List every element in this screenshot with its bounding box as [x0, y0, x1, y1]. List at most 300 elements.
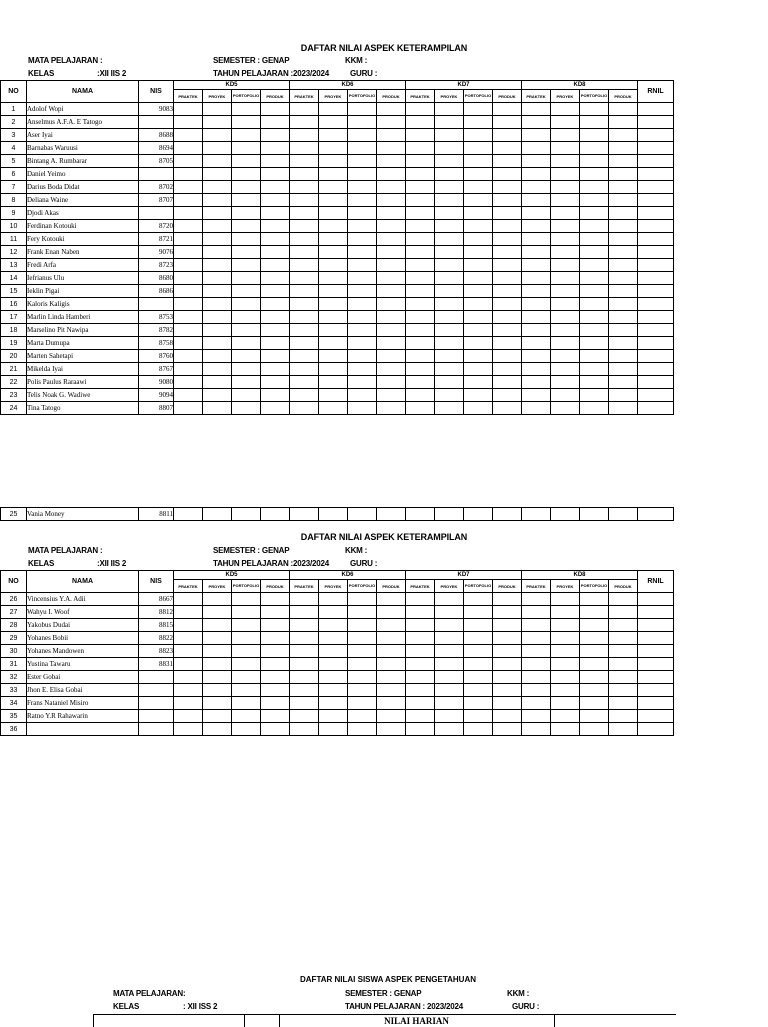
cell-score[interactable]: [493, 376, 522, 389]
cell-score[interactable]: [638, 363, 674, 376]
cell-score[interactable]: [609, 311, 638, 324]
cell-score[interactable]: [435, 710, 464, 723]
cell-score[interactable]: [580, 168, 609, 181]
cell-score[interactable]: [638, 593, 674, 606]
cell-score[interactable]: [377, 350, 406, 363]
cell-score[interactable]: [435, 194, 464, 207]
cell-score[interactable]: [319, 658, 348, 671]
cell-score[interactable]: [609, 658, 638, 671]
cell-score[interactable]: [377, 337, 406, 350]
cell-score[interactable]: [609, 697, 638, 710]
cell-score[interactable]: [464, 710, 493, 723]
cell-score[interactable]: [406, 207, 435, 220]
cell-score[interactable]: [522, 619, 551, 632]
cell-score[interactable]: [261, 632, 290, 645]
cell-score[interactable]: [522, 142, 551, 155]
cell-score[interactable]: [464, 606, 493, 619]
cell-score[interactable]: [203, 194, 232, 207]
cell-score[interactable]: [174, 142, 203, 155]
cell-score[interactable]: [522, 337, 551, 350]
cell-score[interactable]: [435, 697, 464, 710]
cell-score[interactable]: [203, 220, 232, 233]
cell-score[interactable]: [551, 402, 580, 415]
cell-score[interactable]: [319, 103, 348, 116]
cell-score[interactable]: [232, 155, 261, 168]
cell-score[interactable]: [435, 246, 464, 259]
cell-score[interactable]: [232, 645, 261, 658]
cell-score[interactable]: [464, 697, 493, 710]
cell-score[interactable]: [522, 658, 551, 671]
cell-score[interactable]: [522, 606, 551, 619]
cell-score[interactable]: [232, 658, 261, 671]
cell-score[interactable]: [203, 103, 232, 116]
cell-score[interactable]: [493, 220, 522, 233]
cell-score[interactable]: [522, 593, 551, 606]
cell-score[interactable]: [261, 246, 290, 259]
cell-score[interactable]: [319, 508, 348, 521]
cell-score[interactable]: [203, 246, 232, 259]
cell-score[interactable]: [377, 402, 406, 415]
cell-score[interactable]: [464, 272, 493, 285]
cell-score[interactable]: [290, 658, 319, 671]
cell-score[interactable]: [319, 311, 348, 324]
cell-score[interactable]: [580, 220, 609, 233]
cell-score[interactable]: [348, 103, 377, 116]
cell-score[interactable]: [464, 684, 493, 697]
cell-score[interactable]: [261, 363, 290, 376]
cell-score[interactable]: [435, 632, 464, 645]
cell-score[interactable]: [406, 632, 435, 645]
cell-score[interactable]: [638, 723, 674, 736]
cell-score[interactable]: [435, 363, 464, 376]
cell-score[interactable]: [638, 389, 674, 402]
cell-score[interactable]: [580, 684, 609, 697]
cell-score[interactable]: [203, 272, 232, 285]
cell-score[interactable]: [232, 259, 261, 272]
cell-score[interactable]: [493, 259, 522, 272]
cell-score[interactable]: [580, 129, 609, 142]
cell-score[interactable]: [493, 337, 522, 350]
cell-score[interactable]: [261, 142, 290, 155]
cell-score[interactable]: [638, 181, 674, 194]
cell-score[interactable]: [493, 207, 522, 220]
cell-score[interactable]: [435, 645, 464, 658]
cell-score[interactable]: [522, 246, 551, 259]
cell-score[interactable]: [377, 285, 406, 298]
cell-score[interactable]: [551, 376, 580, 389]
cell-score[interactable]: [232, 324, 261, 337]
cell-score[interactable]: [551, 285, 580, 298]
cell-score[interactable]: [551, 246, 580, 259]
cell-score[interactable]: [203, 658, 232, 671]
cell-score[interactable]: [609, 671, 638, 684]
cell-score[interactable]: [464, 285, 493, 298]
cell-score[interactable]: [580, 207, 609, 220]
cell-score[interactable]: [261, 311, 290, 324]
cell-score[interactable]: [493, 632, 522, 645]
cell-score[interactable]: [609, 337, 638, 350]
cell-score[interactable]: [406, 350, 435, 363]
cell-score[interactable]: [174, 155, 203, 168]
cell-score[interactable]: [203, 155, 232, 168]
cell-score[interactable]: [406, 376, 435, 389]
cell-score[interactable]: [406, 324, 435, 337]
cell-score[interactable]: [406, 168, 435, 181]
cell-score[interactable]: [522, 350, 551, 363]
cell-score[interactable]: [203, 116, 232, 129]
cell-score[interactable]: [348, 606, 377, 619]
cell-score[interactable]: [580, 246, 609, 259]
cell-score[interactable]: [551, 298, 580, 311]
cell-score[interactable]: [609, 259, 638, 272]
cell-score[interactable]: [319, 220, 348, 233]
cell-score[interactable]: [522, 272, 551, 285]
cell-score[interactable]: [203, 684, 232, 697]
cell-score[interactable]: [464, 311, 493, 324]
cell-score[interactable]: [464, 194, 493, 207]
cell-score[interactable]: [580, 593, 609, 606]
cell-score[interactable]: [464, 103, 493, 116]
cell-score[interactable]: [435, 671, 464, 684]
cell-score[interactable]: [377, 606, 406, 619]
cell-score[interactable]: [638, 645, 674, 658]
cell-score[interactable]: [551, 632, 580, 645]
cell-score[interactable]: [377, 194, 406, 207]
cell-score[interactable]: [464, 402, 493, 415]
cell-score[interactable]: [638, 168, 674, 181]
cell-score[interactable]: [290, 619, 319, 632]
cell-score[interactable]: [406, 337, 435, 350]
cell-score[interactable]: [493, 103, 522, 116]
cell-score[interactable]: [580, 116, 609, 129]
cell-score[interactable]: [232, 285, 261, 298]
cell-score[interactable]: [290, 402, 319, 415]
cell-score[interactable]: [319, 207, 348, 220]
cell-score[interactable]: [174, 181, 203, 194]
cell-score[interactable]: [290, 194, 319, 207]
cell-score[interactable]: [638, 155, 674, 168]
cell-score[interactable]: [348, 619, 377, 632]
cell-score[interactable]: [290, 710, 319, 723]
cell-score[interactable]: [348, 194, 377, 207]
cell-score[interactable]: [377, 155, 406, 168]
cell-score[interactable]: [348, 593, 377, 606]
cell-score[interactable]: [638, 402, 674, 415]
cell-score[interactable]: [261, 389, 290, 402]
cell-score[interactable]: [348, 285, 377, 298]
cell-score[interactable]: [638, 103, 674, 116]
cell-score[interactable]: [551, 220, 580, 233]
cell-score[interactable]: [609, 593, 638, 606]
cell-score[interactable]: [609, 645, 638, 658]
cell-score[interactable]: [464, 508, 493, 521]
cell-score[interactable]: [261, 723, 290, 736]
cell-score[interactable]: [551, 142, 580, 155]
cell-score[interactable]: [377, 220, 406, 233]
cell-score[interactable]: [203, 710, 232, 723]
cell-score[interactable]: [319, 402, 348, 415]
cell-score[interactable]: [435, 259, 464, 272]
cell-score[interactable]: [493, 710, 522, 723]
cell-score[interactable]: [406, 129, 435, 142]
cell-score[interactable]: [522, 103, 551, 116]
cell-score[interactable]: [551, 259, 580, 272]
cell-score[interactable]: [580, 142, 609, 155]
cell-score[interactable]: [609, 376, 638, 389]
cell-score[interactable]: [174, 645, 203, 658]
cell-score[interactable]: [290, 645, 319, 658]
cell-score[interactable]: [406, 233, 435, 246]
cell-score[interactable]: [319, 710, 348, 723]
cell-score[interactable]: [609, 619, 638, 632]
cell-score[interactable]: [203, 298, 232, 311]
cell-score[interactable]: [609, 298, 638, 311]
cell-score[interactable]: [406, 684, 435, 697]
cell-score[interactable]: [609, 723, 638, 736]
cell-score[interactable]: [348, 402, 377, 415]
cell-score[interactable]: [232, 632, 261, 645]
cell-score[interactable]: [551, 207, 580, 220]
cell-score[interactable]: [174, 671, 203, 684]
cell-score[interactable]: [319, 645, 348, 658]
cell-score[interactable]: [435, 298, 464, 311]
cell-score[interactable]: [203, 723, 232, 736]
cell-score[interactable]: [522, 723, 551, 736]
cell-score[interactable]: [203, 376, 232, 389]
cell-score[interactable]: [261, 645, 290, 658]
cell-score[interactable]: [319, 233, 348, 246]
cell-score[interactable]: [203, 508, 232, 521]
cell-score[interactable]: [435, 168, 464, 181]
cell-score[interactable]: [348, 337, 377, 350]
cell-score[interactable]: [522, 324, 551, 337]
cell-score[interactable]: [319, 363, 348, 376]
cell-score[interactable]: [348, 671, 377, 684]
cell-score[interactable]: [174, 168, 203, 181]
cell-score[interactable]: [232, 684, 261, 697]
cell-score[interactable]: [493, 350, 522, 363]
cell-score[interactable]: [493, 645, 522, 658]
cell-score[interactable]: [232, 116, 261, 129]
cell-score[interactable]: [551, 181, 580, 194]
cell-score[interactable]: [319, 324, 348, 337]
cell-score[interactable]: [638, 508, 674, 521]
cell-score[interactable]: [609, 181, 638, 194]
cell-score[interactable]: [174, 220, 203, 233]
cell-score[interactable]: [377, 272, 406, 285]
cell-score[interactable]: [638, 311, 674, 324]
cell-score[interactable]: [203, 337, 232, 350]
cell-score[interactable]: [377, 389, 406, 402]
cell-score[interactable]: [464, 389, 493, 402]
cell-score[interactable]: [609, 220, 638, 233]
cell-score[interactable]: [522, 697, 551, 710]
cell-score[interactable]: [348, 181, 377, 194]
cell-score[interactable]: [638, 259, 674, 272]
cell-score[interactable]: [580, 658, 609, 671]
cell-score[interactable]: [261, 233, 290, 246]
cell-score[interactable]: [580, 324, 609, 337]
cell-score[interactable]: [580, 376, 609, 389]
cell-score[interactable]: [580, 710, 609, 723]
cell-score[interactable]: [551, 337, 580, 350]
cell-score[interactable]: [232, 207, 261, 220]
cell-score[interactable]: [580, 103, 609, 116]
cell-score[interactable]: [232, 194, 261, 207]
cell-score[interactable]: [174, 285, 203, 298]
cell-score[interactable]: [435, 606, 464, 619]
cell-score[interactable]: [377, 619, 406, 632]
cell-score[interactable]: [203, 324, 232, 337]
cell-score[interactable]: [261, 207, 290, 220]
cell-score[interactable]: [174, 350, 203, 363]
cell-score[interactable]: [174, 593, 203, 606]
cell-score[interactable]: [406, 697, 435, 710]
cell-score[interactable]: [319, 298, 348, 311]
cell-score[interactable]: [522, 207, 551, 220]
cell-score[interactable]: [377, 311, 406, 324]
cell-score[interactable]: [464, 376, 493, 389]
cell-score[interactable]: [377, 508, 406, 521]
cell-score[interactable]: [348, 142, 377, 155]
cell-score[interactable]: [493, 181, 522, 194]
cell-score[interactable]: [290, 389, 319, 402]
cell-score[interactable]: [609, 285, 638, 298]
cell-score[interactable]: [435, 376, 464, 389]
cell-score[interactable]: [406, 116, 435, 129]
cell-score[interactable]: [406, 363, 435, 376]
cell-score[interactable]: [580, 363, 609, 376]
cell-score[interactable]: [261, 619, 290, 632]
cell-score[interactable]: [261, 324, 290, 337]
cell-score[interactable]: [348, 272, 377, 285]
cell-score[interactable]: [377, 129, 406, 142]
cell-score[interactable]: [493, 233, 522, 246]
cell-score[interactable]: [551, 155, 580, 168]
cell-score[interactable]: [348, 389, 377, 402]
cell-score[interactable]: [348, 246, 377, 259]
cell-score[interactable]: [261, 298, 290, 311]
cell-score[interactable]: [493, 155, 522, 168]
cell-score[interactable]: [551, 710, 580, 723]
cell-score[interactable]: [580, 723, 609, 736]
cell-score[interactable]: [377, 671, 406, 684]
cell-score[interactable]: [290, 168, 319, 181]
cell-score[interactable]: [493, 168, 522, 181]
cell-score[interactable]: [319, 155, 348, 168]
cell-score[interactable]: [609, 363, 638, 376]
cell-score[interactable]: [493, 272, 522, 285]
cell-score[interactable]: [174, 337, 203, 350]
cell-score[interactable]: [493, 324, 522, 337]
cell-score[interactable]: [290, 129, 319, 142]
cell-score[interactable]: [203, 593, 232, 606]
cell-score[interactable]: [174, 246, 203, 259]
cell-score[interactable]: [261, 350, 290, 363]
cell-score[interactable]: [348, 259, 377, 272]
cell-score[interactable]: [522, 311, 551, 324]
cell-score[interactable]: [609, 632, 638, 645]
cell-score[interactable]: [232, 168, 261, 181]
cell-score[interactable]: [232, 129, 261, 142]
cell-score[interactable]: [638, 606, 674, 619]
cell-score[interactable]: [203, 645, 232, 658]
cell-score[interactable]: [406, 285, 435, 298]
cell-score[interactable]: [580, 181, 609, 194]
cell-score[interactable]: [580, 233, 609, 246]
cell-score[interactable]: [493, 116, 522, 129]
cell-score[interactable]: [406, 298, 435, 311]
cell-score[interactable]: [522, 116, 551, 129]
cell-score[interactable]: [290, 363, 319, 376]
cell-score[interactable]: [232, 233, 261, 246]
cell-score[interactable]: [232, 508, 261, 521]
cell-score[interactable]: [174, 697, 203, 710]
cell-score[interactable]: [464, 632, 493, 645]
cell-score[interactable]: [609, 129, 638, 142]
cell-score[interactable]: [406, 246, 435, 259]
cell-score[interactable]: [638, 246, 674, 259]
cell-score[interactable]: [174, 324, 203, 337]
cell-score[interactable]: [348, 116, 377, 129]
cell-score[interactable]: [319, 376, 348, 389]
cell-score[interactable]: [174, 710, 203, 723]
cell-score[interactable]: [377, 298, 406, 311]
cell-score[interactable]: [493, 658, 522, 671]
cell-score[interactable]: [232, 350, 261, 363]
cell-score[interactable]: [377, 324, 406, 337]
cell-score[interactable]: [522, 632, 551, 645]
cell-score[interactable]: [522, 376, 551, 389]
cell-score[interactable]: [203, 311, 232, 324]
cell-score[interactable]: [435, 220, 464, 233]
cell-score[interactable]: [638, 129, 674, 142]
cell-score[interactable]: [609, 606, 638, 619]
cell-score[interactable]: [551, 116, 580, 129]
cell-score[interactable]: [435, 324, 464, 337]
cell-score[interactable]: [232, 142, 261, 155]
cell-score[interactable]: [290, 671, 319, 684]
cell-score[interactable]: [348, 207, 377, 220]
cell-score[interactable]: [261, 658, 290, 671]
cell-score[interactable]: [464, 142, 493, 155]
cell-score[interactable]: [609, 324, 638, 337]
cell-score[interactable]: [348, 324, 377, 337]
cell-score[interactable]: [638, 233, 674, 246]
cell-score[interactable]: [609, 272, 638, 285]
cell-score[interactable]: [435, 337, 464, 350]
cell-score[interactable]: [377, 723, 406, 736]
cell-score[interactable]: [638, 298, 674, 311]
cell-score[interactable]: [638, 350, 674, 363]
cell-score[interactable]: [551, 389, 580, 402]
cell-score[interactable]: [290, 246, 319, 259]
cell-score[interactable]: [261, 272, 290, 285]
cell-score[interactable]: [377, 593, 406, 606]
cell-score[interactable]: [551, 684, 580, 697]
cell-score[interactable]: [232, 697, 261, 710]
cell-score[interactable]: [435, 593, 464, 606]
cell-score[interactable]: [203, 233, 232, 246]
cell-score[interactable]: [493, 142, 522, 155]
cell-score[interactable]: [638, 632, 674, 645]
cell-score[interactable]: [493, 508, 522, 521]
cell-score[interactable]: [464, 671, 493, 684]
cell-score[interactable]: [464, 207, 493, 220]
cell-score[interactable]: [522, 155, 551, 168]
cell-score[interactable]: [203, 697, 232, 710]
cell-score[interactable]: [290, 337, 319, 350]
